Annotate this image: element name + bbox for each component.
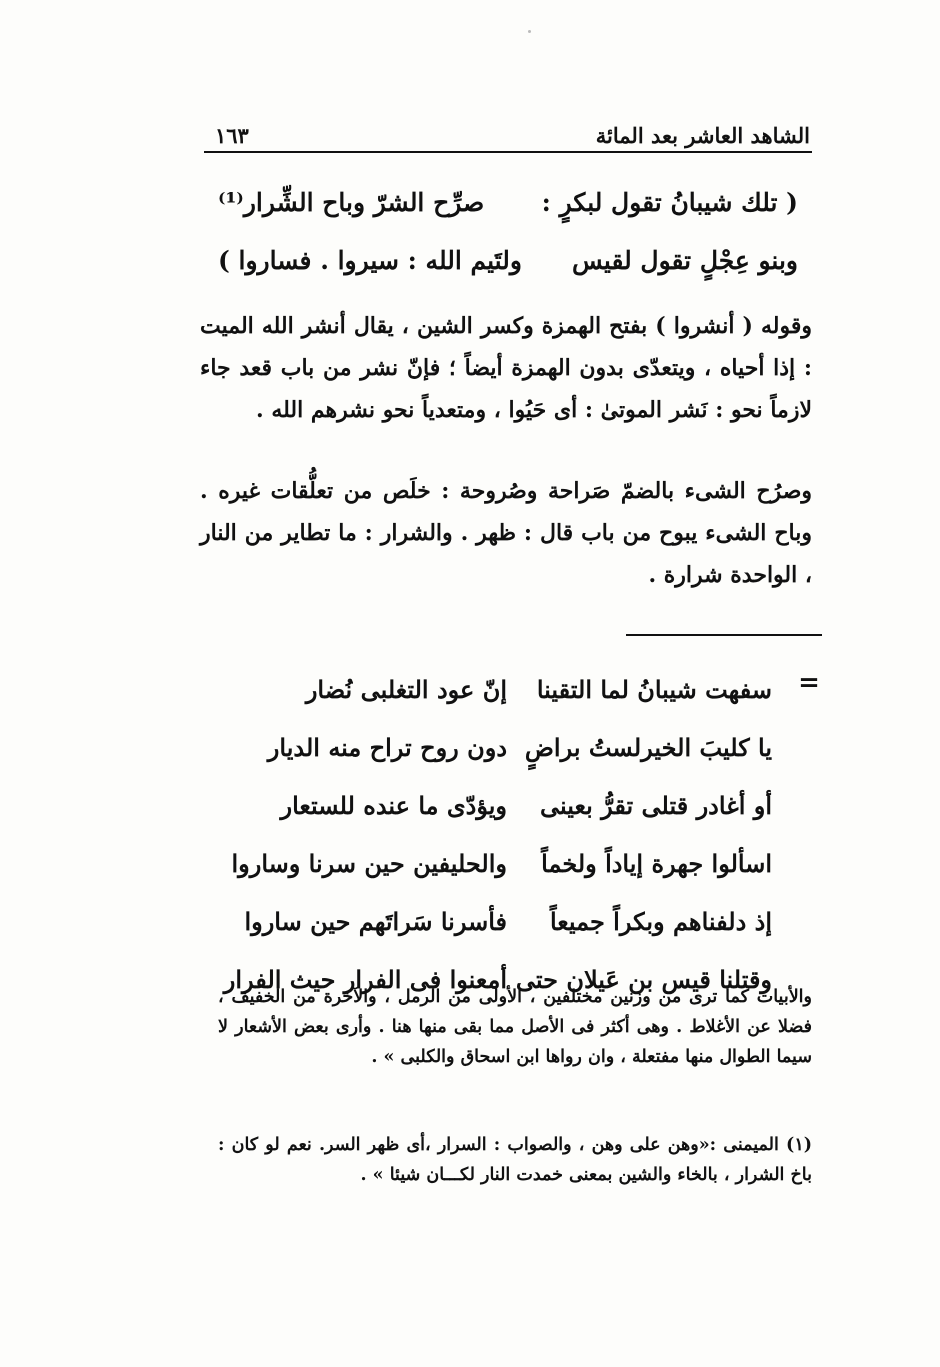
- verse-2-hemistich-2: ولتَيم الله : سيروا . فساروا ): [218, 245, 522, 275]
- footnote-separator: [626, 634, 822, 636]
- poem-line: [262, 660, 772, 718]
- poem-line: [244, 892, 772, 950]
- poem-hemistich-2: أمعنوا فى الفرار حيث الفرار: [223, 964, 507, 994]
- poem-hemistich-1: أو أغادر قتلى تقرُّ بعينى: [540, 790, 772, 820]
- footnote-poem: [223, 660, 772, 1008]
- poem-line: [262, 776, 772, 834]
- verse-2-hemistich-1: وبنو عِجْلٍ تقول لقيس: [572, 245, 798, 275]
- page-header: [215, 112, 810, 148]
- commentary-paragraph-1: وقوله ( أنشروا ) بفتح الهمزة وكسر الشين ، يقال أنشر الله الميت : إذا أحياه ، ويتعدّى بدون الهمزة أيضاً ؛ فإنّ نشر من باب قعد جاء لازماً نحو : نَشر الموتىٰ : أى حَيُوا ، ومتعدياً نحو نشرهم الله .: [200, 313, 812, 423]
- poem-hemistich-1: وقتلنا قيس بن عَيلان حتى: [515, 964, 772, 994]
- running-title: الشاهد العاشر بعد المائة: [595, 123, 810, 148]
- poem-hemistich-1: سفهت شيبانُ لما التقينا: [536, 674, 772, 704]
- page-number: ١٦٣: [215, 123, 249, 148]
- verse-line-2: [218, 236, 798, 284]
- poem-hemistich-2: والحليفين حين سرنا وساروا: [231, 848, 507, 878]
- poem-line: [231, 834, 772, 892]
- poem-line: [262, 718, 772, 776]
- poem-hemistich-1: يا كليبَ الخيرلستُ براضٍ: [524, 732, 772, 762]
- poem-hemistich-2: ويؤدّى ما عنده للستعار: [280, 790, 507, 820]
- poem-hemistich-2: إنّ عود التغلبى نُضار: [305, 674, 507, 704]
- header-rule: [204, 151, 812, 153]
- footnote-note-1: والأبيات كما ترى من وزنين مختلفين ، الأولى من الرمل ، والآخرة من الخفيف ، فضلا عن الأغلاط . وهى أكثر فى الأصل مما بقى منها هنا . وأرى بعض الأشعار لا سيما الطوال منها مفتعلة ، وان رواها ابن اسحاق والكلبى » .: [218, 987, 812, 1067]
- poem-hemistich-1: اسألوا جهرة إياداً ولخماً: [541, 848, 772, 878]
- verse-1-hemistich-1: ( تلك شيبانُ تقول لبكرٍ :: [541, 187, 798, 217]
- paper-speck: [528, 30, 531, 33]
- poem-hemistich-1: إذ دلفناهم وبكراً جميعاً: [549, 906, 772, 936]
- commentary-paragraph-2: وصرُح الشىء بالضمّ صَراحة وصُروحة : خلَص من تعلُّقات غيره . وباح الشىء يبوح من باب قال : ظهر . والشرار : ما تطاير من النار ، الواحدة شرارة .: [200, 478, 812, 588]
- footnote-note-2: (١) الميمنى :«وهن على وهن ، والصواب : السرار ،أى ظهر السر. نعم لو كان : باخ الشرار ، بالخاء والشين بمعنى خمدت النار لكـــان شيئا » .: [218, 1135, 812, 1185]
- verse-line-1: [218, 178, 798, 226]
- verse-1-hemistich-2: صرِّح الشرّ وباح الشِّرار⁽¹⁾: [218, 187, 485, 217]
- poem-hemistich-2: دون روح تراح منه الديار: [267, 732, 507, 762]
- footnote-continuation-marker: =: [798, 668, 820, 698]
- poem-hemistich-2: فأسرنا سَراتَهم حين ساروا: [244, 906, 507, 936]
